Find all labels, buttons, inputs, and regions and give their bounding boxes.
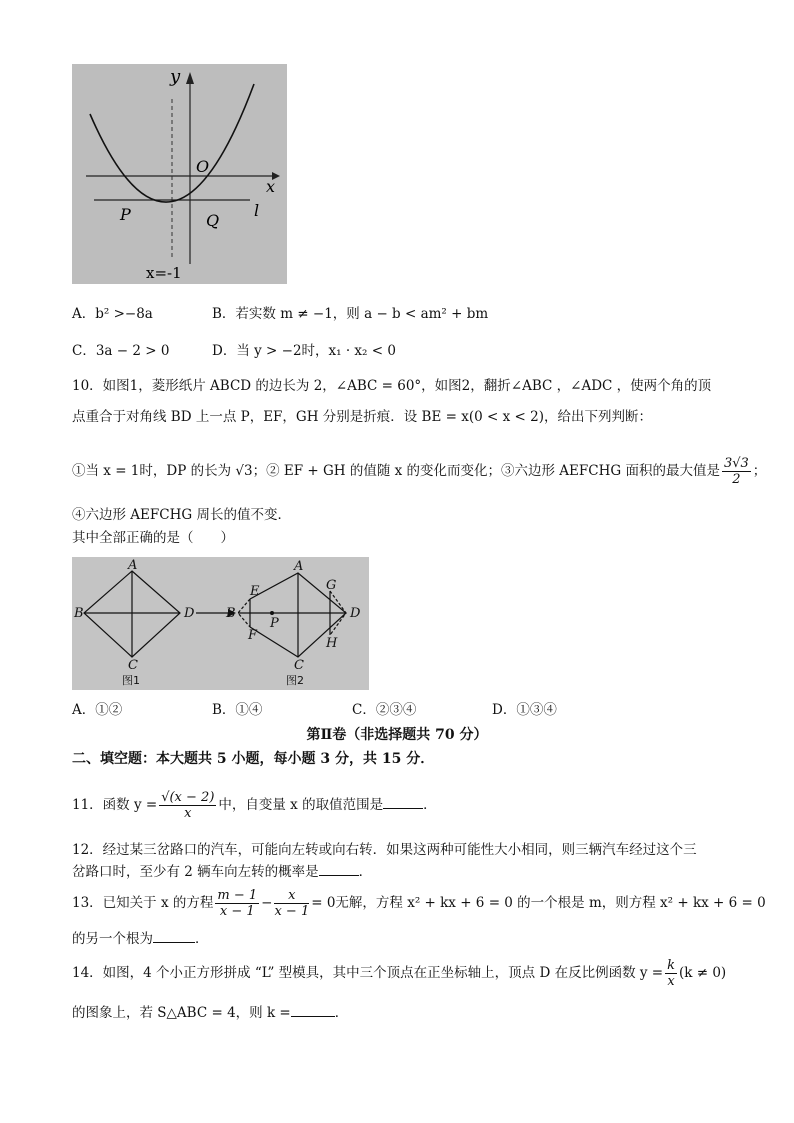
fig2-label-a: A (294, 559, 304, 574)
q11-line: 11．函数 y = $\frac{√(x - 2)}{x}$ 中，自变量 x 的取值范围是 ． (72, 790, 437, 821)
q9-option-a: A．b² >−8a (72, 306, 153, 322)
y-axis-arrow (186, 72, 194, 84)
q14-fraction: $\frac{k}{x}$ (667, 958, 675, 989)
origin-label: O (196, 157, 210, 176)
q10-line2: 点重合于对角线 BD 上一点 P，EF，GH 分别是折痕．设 BE = x(0 < x < 2)，给出下列判断： (72, 409, 652, 425)
fig1-label-b: B (74, 606, 84, 621)
point-p-label: P (120, 205, 131, 224)
q12-line1: 12．经过某三岔路口的汽车，可能向左转或向右转．如果这两种可能性大小相同，则三辆汽车经过这个三 (72, 842, 697, 858)
q10-option-a: A．①② (72, 702, 123, 718)
q13-line1: 13．已知关于 x 的方程 $\frac{m - 1}{x - 1}$ − $\frac{x}{x - 1}$ = 0无解，方程 x² + kx + 6 = 0 的一个根是 m，则方程 x² + kx + 6 = 0 (72, 888, 766, 919)
fig2-label-b: B (226, 606, 236, 621)
q11-fraction: $\frac{√(x - 2)}{x}$ (161, 790, 215, 821)
fig2-label-h: H (326, 636, 338, 651)
q12-answer-blank[interactable] (319, 875, 359, 876)
q12-line2: 岔路口时，至少有 2 辆车向左转的概率是 ． (72, 864, 373, 880)
fig2-label-g: G (326, 578, 337, 593)
q10-option-c: C．②③④ (352, 702, 417, 718)
point-q-label: Q (206, 211, 220, 230)
parabola-figure (72, 64, 287, 284)
rhombus-graph (72, 557, 369, 690)
fig2-label-c: C (294, 658, 304, 673)
rhombus-figure (72, 557, 369, 690)
q13-fraction-1: $\frac{m - 1}{x - 1}$ (217, 888, 258, 919)
fig1-caption: 图1 (122, 674, 140, 687)
parabola-graph (72, 64, 287, 284)
fig2-label-f: F (248, 628, 258, 643)
part2-heading: 二、填空题：本大题共 5 小题，每小题 3 分，共 15 分． (72, 751, 435, 767)
fig2-label-d: D (350, 606, 361, 621)
fig2-caption: 图2 (286, 674, 304, 687)
q13-line2: 的另一个根为 ． (72, 931, 209, 947)
q10-line5: 其中全部正确的是（ ） (72, 530, 234, 546)
q14-answer-blank[interactable] (291, 1016, 335, 1017)
fig1-label-c: C (128, 658, 138, 673)
line-l-label: l (254, 201, 260, 220)
q10-option-d: D．①③④ (492, 702, 557, 718)
symmetry-axis-label: x=-1 (146, 264, 182, 282)
q9-option-c: C．3a − 2 > 0 (72, 343, 170, 359)
fig1-label-d: D (184, 606, 195, 621)
q10-line1: 10．如图1，菱形纸片 ABCD 的边长为 2，∠ABC = 60°，如图2，翻折∠ABC ，∠ADC ，使两个角的顶 (72, 378, 712, 394)
y-axis-label: y (170, 66, 181, 87)
q14-line2: 的图象上，若 S△ABC = 4，则 k = ． (72, 1005, 349, 1021)
x-axis-label: x (266, 177, 276, 196)
q11-answer-blank[interactable] (383, 808, 423, 809)
q10-line4: ④六边形 AEFCHG 周长的值不变． (72, 507, 291, 523)
q10-line3-text: ①当 x = 1时，DP 的长为 √3；② EF + GH 的值随 x 的变化而变化；③六边形 AEFCHG 面积的最大值是 (72, 463, 720, 479)
q9-option-d: D．当 y > −2时，x₁ · x₂ < 0 (212, 343, 396, 359)
q10-line3: ①当 x = 1时，DP 的长为 √3；② EF + GH 的值随 x 的变化而变化；③六边形 AEFCHG 面积的最大值是 $\frac{3√3}{2}$ ； (72, 456, 767, 487)
section-title: 第Ⅱ卷（非选择题共 70 分） (306, 727, 488, 743)
q13-fraction-2: $\frac{x}{x - 1}$ (274, 888, 310, 919)
q13-answer-blank[interactable] (153, 942, 195, 943)
fig1-label-a: A (128, 558, 138, 573)
fig2-label-e: E (250, 584, 260, 599)
q14-line1: 14．如图，4 个小正方形拼成 “L” 型模具，其中三个顶点在正坐标轴上，顶点 D 在反比例函数 y = $\frac{k}{x}$ (k ≠ 0) (72, 958, 727, 989)
q10-option-b: B．①④ (212, 702, 263, 718)
fig2-point-p (270, 611, 274, 615)
fig2-label-p: P (270, 616, 279, 631)
q10-max-area-fraction: $\frac{3√3}{2}$ (723, 456, 749, 487)
q9-option-b: B．若实数 m ≠ −1，则 a − b < am² + bm (212, 306, 489, 322)
